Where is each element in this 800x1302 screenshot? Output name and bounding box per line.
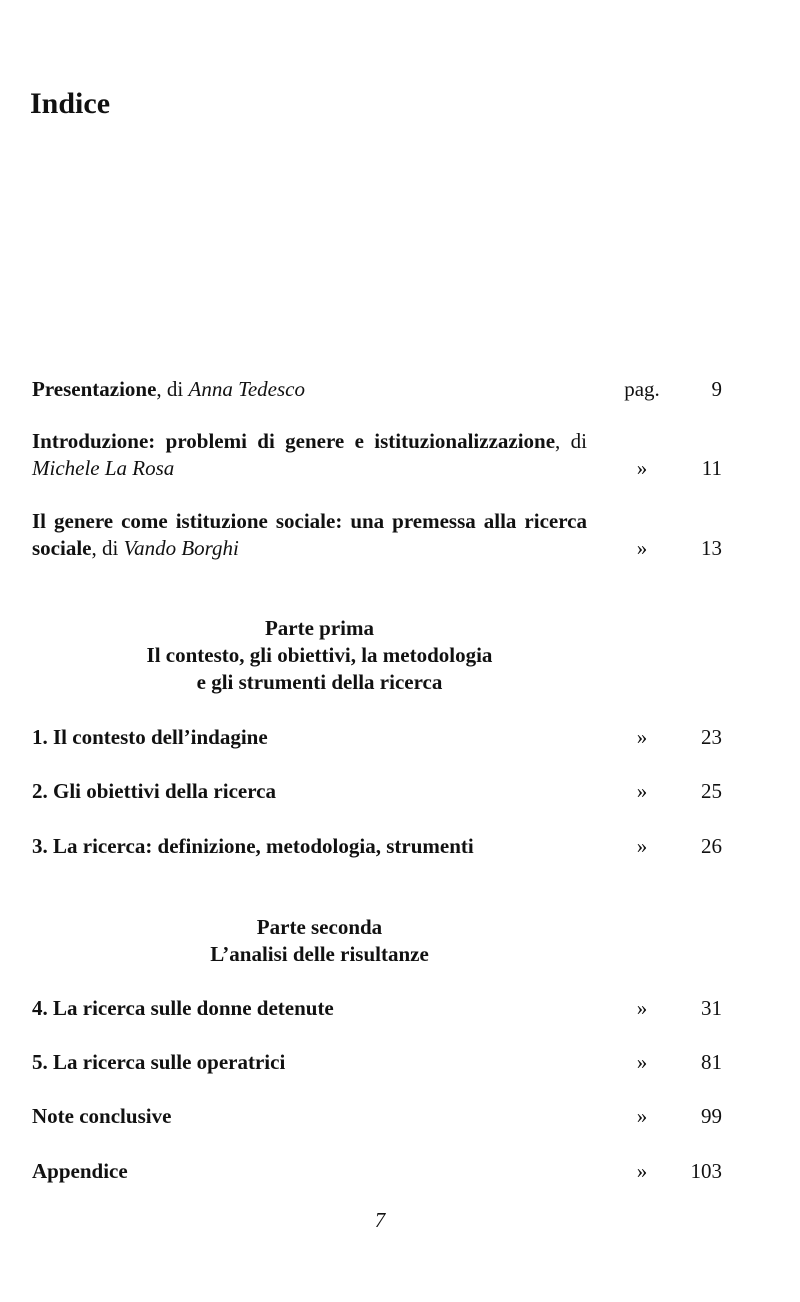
part-two-heading (32, 914, 607, 968)
toc-entry-title: 1. Il contesto dell’indagine (32, 725, 268, 749)
toc-entry-introduzione[interactable] (32, 428, 722, 482)
page-number: 13 (701, 536, 722, 560)
page-title: Indice (30, 87, 111, 120)
page-number: 23 (701, 725, 722, 749)
page-number: 9 (711, 377, 722, 401)
toc-entry-chapter-4[interactable] (32, 995, 722, 1022)
page-number: 81 (701, 1050, 722, 1074)
part-label: Parte seconda (256, 915, 383, 939)
ditto-mark: » (636, 536, 648, 560)
page-number: 26 (701, 834, 722, 858)
toc-entry-genere[interactable] (32, 508, 722, 562)
toc-entry-author: Anna Tedesco (188, 377, 305, 401)
toc-entry-separator: , di (91, 536, 124, 560)
toc-entry-author: Michele La Rosa (32, 456, 175, 480)
ditto-mark: » (636, 996, 648, 1020)
toc-entry-title: Presentazione (32, 377, 157, 401)
toc-entry-chapter-1[interactable] (32, 724, 722, 751)
folio-page-number: 7 (374, 1208, 386, 1232)
toc-entry-title: Appendice (32, 1159, 128, 1183)
part-label: Parte prima (264, 616, 375, 640)
toc-entry-title: 5. La ricerca sulle operatrici (32, 1050, 286, 1074)
toc-entry-title: 4. La ricerca sulle donne detenute (32, 996, 334, 1020)
toc-entry-appendice[interactable] (32, 1158, 722, 1185)
page-number: 11 (701, 456, 722, 480)
toc-entry-chapter-3[interactable] (32, 833, 722, 860)
page-prefix: pag. (624, 377, 660, 401)
toc-entry-title: 3. La ricerca: definizione, metodologia, strumenti (32, 834, 474, 858)
page-number: 103 (690, 1159, 722, 1183)
page-number: 99 (701, 1104, 722, 1128)
ditto-mark: » (636, 725, 648, 749)
ditto-mark: » (636, 1104, 648, 1128)
toc-entry-text (32, 376, 587, 403)
toc-entry-separator: , di (555, 429, 587, 453)
toc-entry-title: Il genere come istituzione sociale: una premessa alla ricerca sociale (32, 509, 587, 560)
toc-entry-presentazione[interactable] (32, 376, 722, 403)
part-subtitle: Il contesto, gli obiettivi, la metodologia (146, 643, 493, 667)
toc-entry-author: Vando Borghi (123, 536, 239, 560)
page-number: 25 (701, 779, 722, 803)
toc-entry-chapter-2[interactable] (32, 778, 722, 805)
toc-entry-note-conclusive[interactable] (32, 1103, 722, 1130)
toc-entry-chapter-5[interactable] (32, 1049, 722, 1076)
part-subtitle: e gli strumenti della ricerca (196, 670, 443, 694)
ditto-mark: » (636, 779, 648, 803)
toc-entry-title: Introduzione: problemi di genere e istituzionalizzazione (32, 429, 556, 453)
page-number: 31 (701, 996, 722, 1020)
toc-entry-title: Note conclusive (32, 1104, 172, 1128)
toc-entry-separator: , di (156, 377, 189, 401)
ditto-mark: » (636, 456, 648, 480)
toc-entry-text (32, 508, 587, 562)
ditto-mark: » (636, 834, 648, 858)
toc-entry-text (32, 428, 587, 482)
part-one-heading (32, 615, 607, 696)
ditto-mark: » (636, 1050, 648, 1074)
toc-entry-title: 2. Gli obiettivi della ricerca (32, 779, 276, 803)
part-subtitle: L’analisi delle risultanze (210, 942, 429, 966)
ditto-mark: » (636, 1159, 648, 1183)
